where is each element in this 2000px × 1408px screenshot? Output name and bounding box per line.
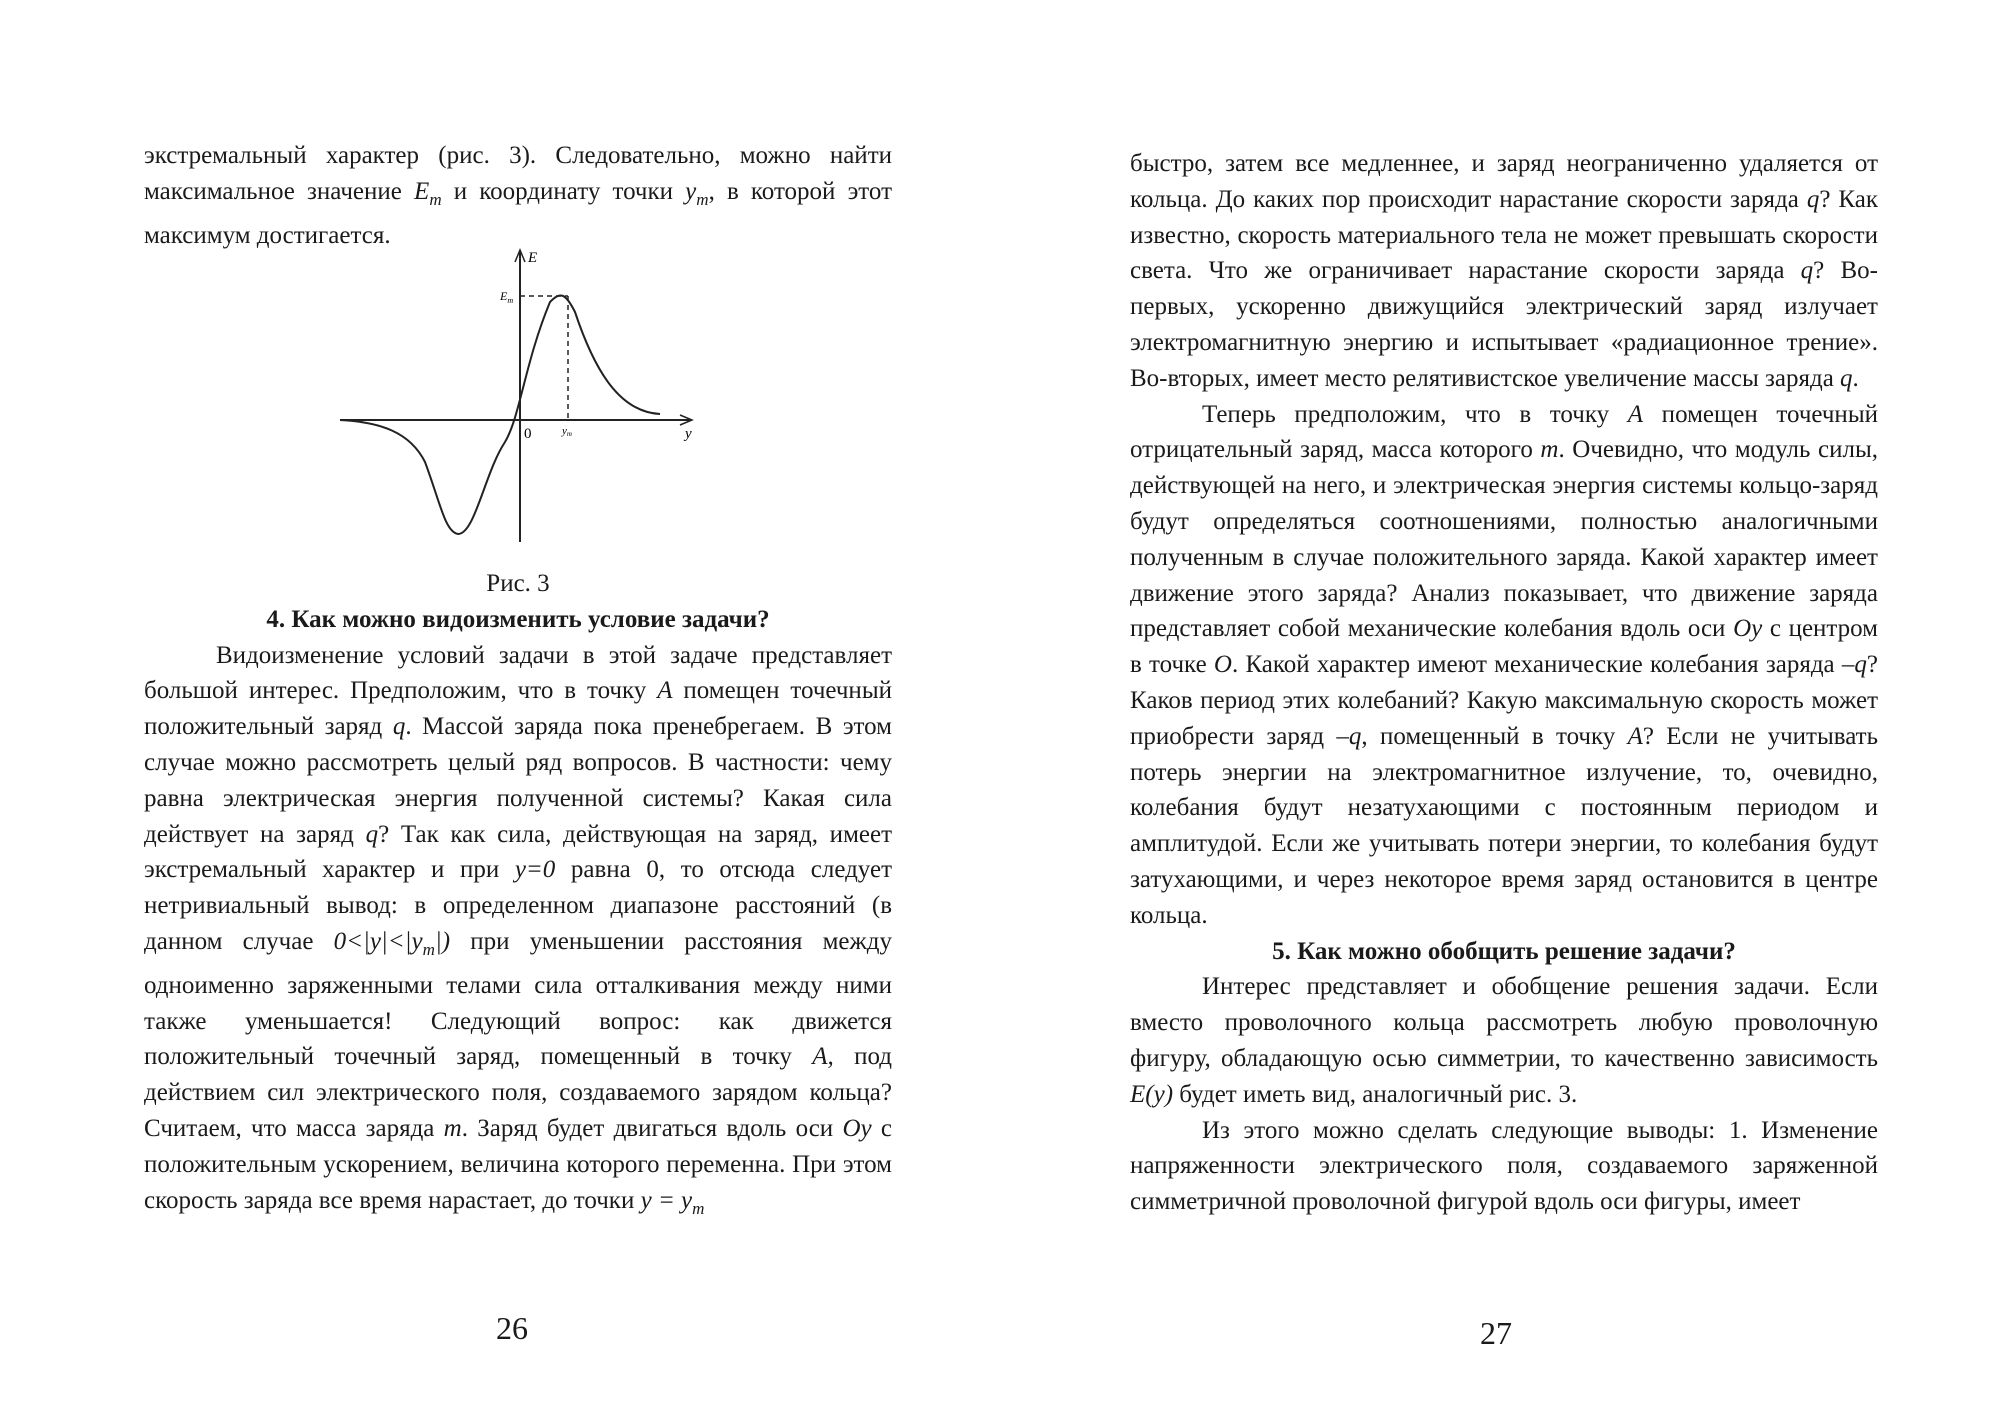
right-page <box>1000 0 2000 1408</box>
generalization-paragraph: Интерес представляет и обобщение решения задачи. Если вместо проволочного кольца рассмотреть любую проволочную фигуру, обладающую осью симметрии, то качественно зависимость E(y) будет иметь вид, аналогичный рис. 3. <box>1130 973 1878 1108</box>
graph-svg <box>330 242 710 552</box>
section-4-heading: 4. Как можно видоизменить условие задачи? <box>266 605 770 633</box>
axis-y-label: y <box>685 426 692 442</box>
ym-label: ym <box>562 425 572 438</box>
section-5-heading: 5. Как можно обобщить решение задачи? <box>1272 937 1736 965</box>
negative-charge-paragraph: Теперь предположим, что в точку A помещен точечный отрицательный заряд, масса которого m. Очевидно, что модуль силы, действующей на него, и электрическая энергия системы кольцо-заряд будут определяться соотношениями, полностью аналогичными полученным в случае положительного заряда. Какой характер имеет движение этого заряда? Анализ показывает, что движение заряда представляет собой механические колебания вдоль оси Oy с центром в точке O. Какой характер имеют механические колебания заряда –q? Каков период этих колебаний? Какую максимальную скорость может приобрести заряд –q, помещенный в точку A? Если не учитывать потерь энергии на электромагнитное излучение, то, очевидно, колебания будут незатухающими с постоянным периодом и амплитудой. Если же учитывать потери энергии, то колебания будут затухающими, и через некоторое время заряд остановится в центре кольца. <box>1130 400 1879 929</box>
axis-e-label: E <box>528 250 538 266</box>
page-number-right: 27 <box>1480 1315 1512 1351</box>
figure-caption: Рис. 3 <box>486 570 550 597</box>
emax-label: $E_m$ <box>500 289 514 305</box>
e-curve <box>340 295 660 534</box>
section-4-paragraph: Видоизменение условий задачи в этой задаче представляет большой интерес. Предположим, что в точку A помещен точечный положительный заряд q. Массой заряда пока пренебрегаем. В этом случае можно рассмотреть целый ряд вопросов. В частности: чему равна электрическая энергия полученной системы? Какая сила действует на заряд q? Так как сила, действующая на заряд, имеет экстремальный характер и при y=0 равна 0, то отсюда следует нетривиальный вывод: в определенном диапазоне расстояний (в данном случае $0<|y|<|y_m|$) при уменьшении расстояния между одноименно заряженными телами сила отталкивания между ними также уменьшается! Следующий вопрос: как движется положительный точечный заряд, помещенный в точку A, под действием сил электрического поля, создаваемого зарядом кольца? Считаем, что масса заряда m. Заряд будет двигаться вдоль оси Oy с положительным ускорением, величина которого переменна. При этом скорость заряда все время нарастает, до точки $y = y_m$ <box>144 641 893 1218</box>
left-intro <box>144 138 892 253</box>
continuation-paragraph: быстро, затем все медленнее, и заряд неограниченно удаляется от кольца. До каких пор происходит нарастание скорости заряда q? Как известно, скорость материального тела не может превышать скорости света. Что же ограничивает нарастание скорости заряда q? Во-первых, ускоренно движущийся электрический заряд излучает электромагнитную энергию и испытывает «радиационное трение». Во-вторых, имеет место релятивистское увеличение массы заряда q. <box>1130 150 1878 392</box>
left-body <box>144 566 892 1226</box>
right-body <box>1130 146 1878 1220</box>
page-number-left: 26 <box>496 1310 528 1346</box>
origin-label: 0 <box>524 426 532 442</box>
figure-3-graph <box>330 242 710 552</box>
intro-paragraph: экстремальный характер (рис. 3). Следовательно, можно найти максимальное значение $E_m$ и координату точки $y_m$, в которой этот максимум достигается. <box>144 142 892 249</box>
conclusions-paragraph: Из этого можно сделать следующие выводы: 1. Изменение напряженности электрического поля, создаваемого заряженной симметричной проволочной фигурой вдоль оси фигуры, имеет <box>1130 1116 1878 1216</box>
